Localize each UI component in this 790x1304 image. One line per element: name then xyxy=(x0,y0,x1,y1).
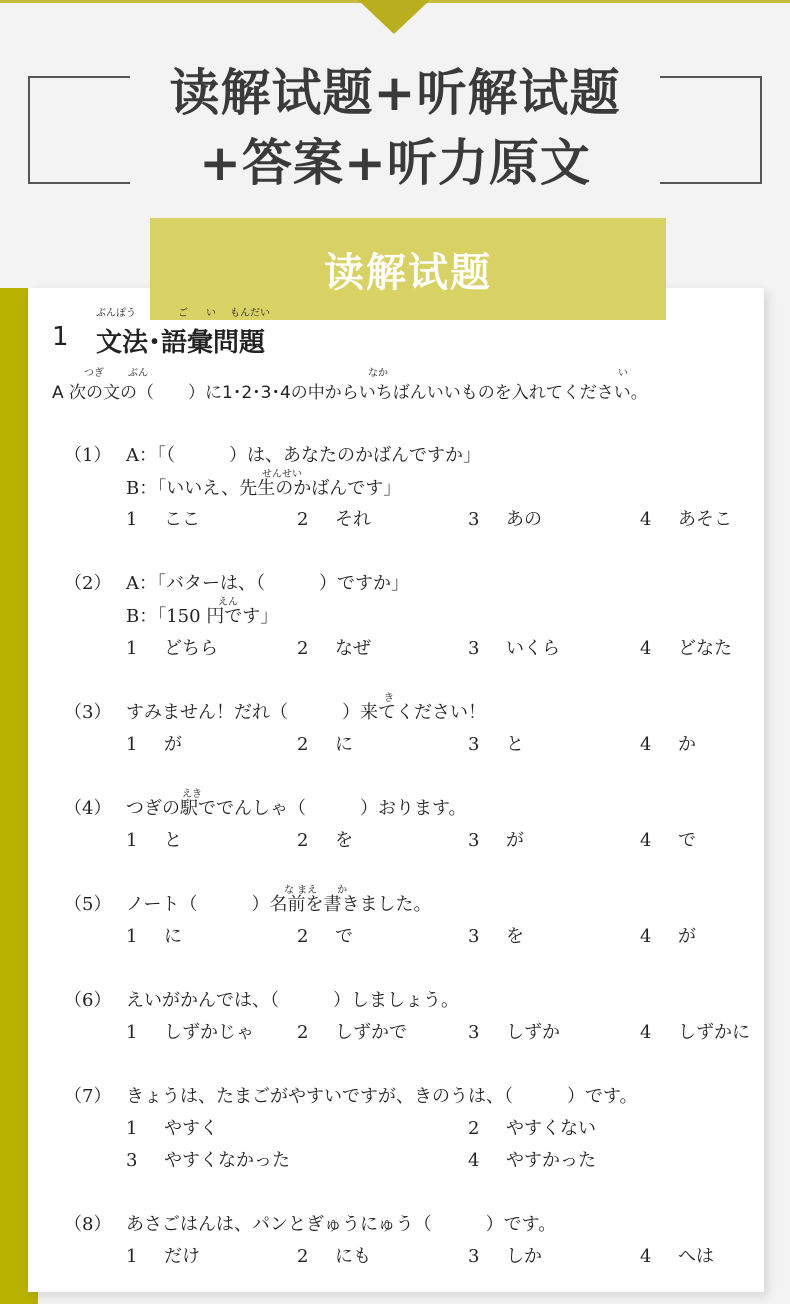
question-3-option-1[interactable]: が xyxy=(164,734,182,755)
question-1-option-2-num: 2 xyxy=(297,509,309,530)
worksheet-page xyxy=(28,288,764,1292)
question-6-option-3[interactable]: しずか xyxy=(506,1022,560,1043)
question-2-option-2-num: 2 xyxy=(297,638,309,659)
question-6-option-3-num: 3 xyxy=(468,1022,480,1043)
question-6-option-4-num: 4 xyxy=(640,1022,652,1043)
question-7-text: きょうは、たまごがやすいですが、きのうは、（ ）です。 xyxy=(126,1086,638,1107)
question-8-option-1[interactable]: だけ xyxy=(164,1246,200,1267)
question-5-option-1-num: 1 xyxy=(126,926,138,947)
title-ruby-i: い xyxy=(206,308,216,319)
question-7-option-1-num: 1 xyxy=(126,1118,138,1139)
question-2-option-1-num: 1 xyxy=(126,638,138,659)
question-4-number: （4） xyxy=(64,798,112,819)
top-triangle-decoration xyxy=(358,0,430,34)
question-4-text: つぎの駅ででんしゃ（ ）おります。 xyxy=(126,798,467,819)
question-6-option-1[interactable]: しずかじゃ xyxy=(164,1022,254,1043)
question-5-option-2[interactable]: で xyxy=(335,926,353,947)
title-ruby-mondai: もんだい xyxy=(230,308,270,319)
question-4-option-1[interactable]: と xyxy=(164,830,182,851)
section-banner: 读解试题 xyxy=(150,218,666,320)
question-1-ruby: せんせい xyxy=(262,469,302,480)
question-5-ruby: な まえ か xyxy=(284,885,348,896)
question-3-ruby: き xyxy=(384,693,394,704)
question-8-option-1-num: 1 xyxy=(126,1246,138,1267)
question-3-option-4[interactable]: か xyxy=(678,734,696,755)
question-3-option-2-num: 2 xyxy=(297,734,309,755)
question-1-line-b: B：「いいえ、先生のかばんです」 xyxy=(126,478,402,499)
question-5-text: ノート（ ）名前を書きました。 xyxy=(126,894,432,915)
question-4-option-3-num: 3 xyxy=(468,830,480,851)
question-7-option-2-num: 2 xyxy=(468,1118,480,1139)
question-8-text: あさごはんは、パンとぎゅうにゅう（ ）です。 xyxy=(126,1214,557,1235)
question-2-line-b: B：「150 円です」 xyxy=(126,606,279,627)
question-4-option-2-num: 2 xyxy=(297,830,309,851)
headline-line-2: +答案+听力原文 xyxy=(199,134,591,192)
question-8-option-3-num: 3 xyxy=(468,1246,480,1267)
question-2-option-4[interactable]: どなた xyxy=(678,638,732,659)
section-title: 文法･語彙問題 xyxy=(96,328,266,358)
question-4-ruby: えき xyxy=(182,789,202,800)
headline-line-1: 读解试题+听解试题 xyxy=(169,64,621,122)
question-5-option-2-num: 2 xyxy=(297,926,309,947)
title-ruby-go: ご xyxy=(178,308,188,319)
question-1-option-3[interactable]: あの xyxy=(506,509,542,530)
question-7-option-3-num: 3 xyxy=(126,1150,138,1171)
question-4-option-3[interactable]: が xyxy=(506,830,524,851)
question-2-option-3[interactable]: いくら xyxy=(506,638,560,659)
title-ruby-bunpou: ぶんぽう xyxy=(96,308,136,319)
question-2-option-2[interactable]: なぜ xyxy=(335,638,371,659)
question-2-line-a: A：「バターは、（ ）ですか」 xyxy=(126,573,409,594)
question-3-option-4-num: 4 xyxy=(640,734,652,755)
question-8-number: （8） xyxy=(64,1214,112,1235)
question-1-option-4-num: 4 xyxy=(640,509,652,530)
question-1-option-1-num: 1 xyxy=(126,509,138,530)
section-instruction: A 次の文の（ ）に1･2･3･4の中からいちばんいいものを入れてください。 xyxy=(52,383,648,403)
question-8-option-3[interactable]: しか xyxy=(506,1246,542,1267)
question-6-option-2-num: 2 xyxy=(297,1022,309,1043)
question-3-option-1-num: 1 xyxy=(126,734,138,755)
question-6-number: （6） xyxy=(64,990,112,1011)
question-7-option-3[interactable]: やすくなかった xyxy=(164,1150,290,1171)
question-3-text: すみません！だれ（ ）来てください！ xyxy=(126,702,486,723)
question-6-option-2[interactable]: しずかで xyxy=(335,1022,407,1043)
question-3-option-2[interactable]: に xyxy=(335,734,353,755)
question-8-option-4[interactable]: へは xyxy=(678,1246,714,1267)
question-3-option-3[interactable]: と xyxy=(506,734,524,755)
question-2-option-1[interactable]: どちら xyxy=(164,638,218,659)
question-5-number: （5） xyxy=(64,894,112,915)
section-number: 1 xyxy=(52,322,69,352)
instr-ruby-naka: なか xyxy=(368,368,388,379)
question-7-option-1[interactable]: やすく xyxy=(164,1118,218,1139)
question-8-option-2-num: 2 xyxy=(297,1246,309,1267)
question-1-line-a: A：「（ ）は、あなたのかばんですか」 xyxy=(126,445,481,466)
question-6-option-4[interactable]: しずかに xyxy=(678,1022,750,1043)
question-2-ruby: えん xyxy=(218,597,238,608)
question-1-option-3-num: 3 xyxy=(468,509,480,530)
question-3-option-3-num: 3 xyxy=(468,734,480,755)
question-4-option-2[interactable]: を xyxy=(335,830,353,851)
question-1-option-1[interactable]: ここ xyxy=(164,509,200,530)
question-2-option-4-num: 4 xyxy=(640,638,652,659)
question-6-option-1-num: 1 xyxy=(126,1022,138,1043)
question-1-option-2[interactable]: それ xyxy=(335,509,371,530)
question-5-option-3[interactable]: を xyxy=(506,926,524,947)
question-1-option-4[interactable]: あそこ xyxy=(678,509,732,530)
question-3-number: （3） xyxy=(64,702,112,723)
question-5-option-4[interactable]: が xyxy=(678,926,696,947)
question-8-option-4-num: 4 xyxy=(640,1246,652,1267)
question-4-option-4-num: 4 xyxy=(640,830,652,851)
question-7-option-2[interactable]: やすくない xyxy=(506,1118,596,1139)
question-7-number: （7） xyxy=(64,1086,112,1107)
question-5-option-3-num: 3 xyxy=(468,926,480,947)
question-5-option-1[interactable]: に xyxy=(164,926,182,947)
question-4-option-4[interactable]: で xyxy=(678,830,696,851)
question-7-option-4-num: 4 xyxy=(468,1150,480,1171)
question-7-option-4[interactable]: やすかった xyxy=(506,1150,596,1171)
instr-ruby-i: い xyxy=(618,368,628,379)
instr-ruby-bun: ぶん xyxy=(128,368,148,379)
question-1-number: （1） xyxy=(64,445,112,466)
instr-ruby-tsugi: つぎ xyxy=(84,368,104,379)
question-4-option-1-num: 1 xyxy=(126,830,138,851)
question-2-number: （2） xyxy=(64,573,112,594)
question-8-option-2[interactable]: にも xyxy=(335,1246,371,1267)
question-5-option-4-num: 4 xyxy=(640,926,652,947)
question-2-option-3-num: 3 xyxy=(468,638,480,659)
question-6-text: えいがかんでは、（ ）しましょう。 xyxy=(126,990,459,1011)
